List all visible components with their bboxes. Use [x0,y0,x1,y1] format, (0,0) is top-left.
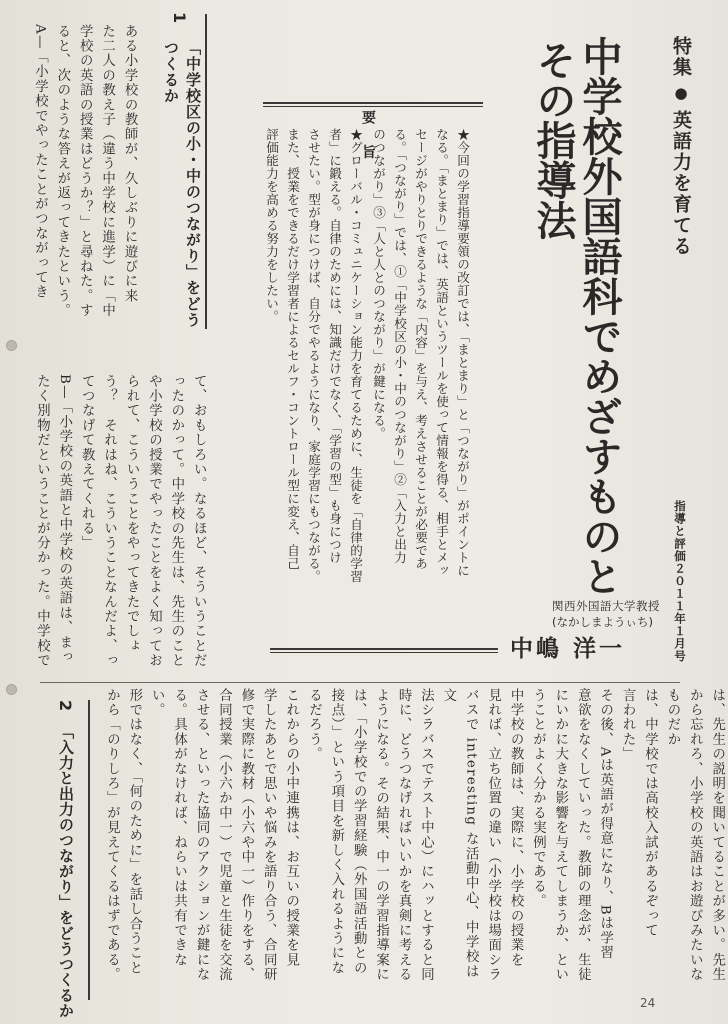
feature-header [668,36,717,286]
binder-hole [6,684,17,695]
summary-bottom-rule [270,648,498,650]
binder-hole [6,340,17,351]
feature-dot-icon: ● [672,84,690,104]
author-name: 中嶋 洋一 [510,635,626,662]
section2-number: 2 [56,700,75,712]
author-affiliation: 関西外国語大学教授 [552,599,660,613]
article-title-line1: 中学校外国語科でめざすものと [576,36,622,596]
feature-title: 英語力を育てる [670,110,692,257]
section2-rule [88,700,90,1000]
lower-text-b: これからの小中連携は、お互いの授業を見 学したあとで思いや悩みを語り合う、合同研 修で実際に教材（小六や中一）作りをする、 合同授業（小六か中一）で児童と生徒を交流 させる、といった協同のアクションが鍵にな る。具体がなければ、ねらいは共有できない。 形ではなく、「何のために」を話し合うこと から「のりしろ」が見えてくるはずである。 [104,688,299,982]
lower-text-a: は、先生の説明を聞いてることが多い。先生 から忘れろ、小学校の英語はお遊びみたいなものだか は、中学校では高校入試があるぞって 言われた」 その後、Aは英語が得意になり、Bは学習 意欲をなくしていった。教師の理念が、生徒 にいかに大きな影響を与えてしまうか、とい うことがよく分かる実例である。 中学校の教師は、実際に、小学校の授業を 見れば、立ち位置の違い（小学校は場面シラ バスで interesting な活動中心、中学校は文 法シラバスでテスト中心）にハッとすると同 時に、どうつなげればいいかを真剣に考える ようになる。その結果、中一の学習指導案に は、「小学校での学習経験（外国語活動との 接点）」という項目を新しく入れるようにな るだろう。 [306,688,725,982]
summary-paragraph-1: ★今回の学習指導要領の改訂では、「まとまり」と「つながり」がポイントに なる。「まとまり」では、英語というツールを使って情報を得る、相手とメッ セージがやりとりできるような「内容」を与え、考えさせることが必要であ る。「つながり」では、①「中学校区の小・中のつながり」②「入力と出力 のつながり」③「人と人とのつながり」が鍵になる。 [371,128,470,577]
feature-label: 特集 [670,36,692,78]
summary-bottom-rule [270,652,498,653]
author-reading: (なかしまようぃち) [552,615,653,629]
summary-top-rule [263,106,483,107]
summary-top-rule [263,102,483,104]
section1-rule [205,14,207,329]
section1-text-a: ある小学校の教師が、久しぶりに遊びに来 た二人の教え子（違う中学校に進学）に「中 学校の英語の授業はどうか？」と尋ねた。す ると、次のような答えが返ってきたという。 A—「小学校でやったことがつながってき [32,24,138,318]
magazine-info: 指導と評価２０１１年１月号 [673,500,687,663]
section1-number: 1 [170,12,189,24]
page-number: 24 [640,996,656,1010]
section1-heading: 「中学校区の小・中のつながり」をどう つくるか [162,40,202,328]
section1-text-b: て、おもしろい。なるほど、そういうことだ ったのかって。中学校の先生は、先生のこと や小学校の授業でやったことをよく知ってお られて、こういうことをやってきたでしょ う？ それはね、こういうことなんだよ、っ てつなげて教えてくれる」 B—「小学校の英語と中学校の英語は、まっ たく別物だということが分かった。中学校で [34,374,207,668]
article-title-line2: その指導法 [530,40,576,240]
summary-paragraph-2: ★グローバル・コミュニケーション能力を育てるために、生徒を「自律的学習 者」に鍛える。自律のためには、知識だけでなく、「学習の型」も身につけ させたい。型が身につけば、自分でやるようになり、家庭学習にもつながる。 また、授業をできるだけ学習者によるセルフ・コントロール型に変え、自己 評価能力を高める努力をしたい。 [264,128,363,583]
section-divider [40,682,680,683]
summary-heading: 要 旨 [360,110,376,167]
section2-heading: 「入力と出力のつながり」をどうつくるか [57,724,75,1019]
